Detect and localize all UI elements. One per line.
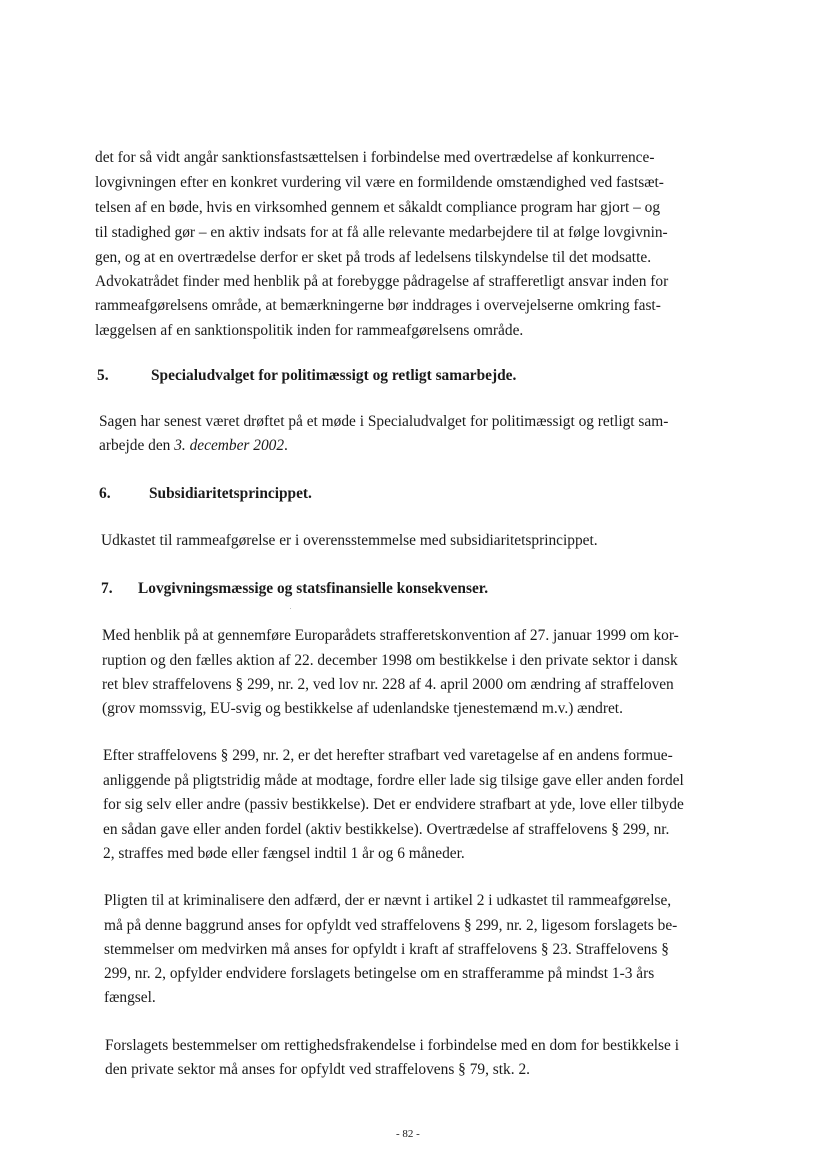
text-line: den private sektor må anses for opfyldt ved straffelovens § 79, stk. 2. [105, 1061, 530, 1078]
text-line: læggelsen af en sanktionspolitik inden for rammeafgørelsens område. [95, 322, 524, 339]
text-line: Med henblik på at gennemføre Europarådets strafferetskonvention af 27. januar 1999 om kor- [102, 627, 679, 644]
text-line: ret blev straffelovens § 299, nr. 2, ved lov nr. 228 af 4. april 2000 om ændring af straffeloven [102, 676, 674, 693]
text-line: anliggende på pligtstridig måde at modtage, fordre eller lade sig tilsige gave eller anden fordel [103, 772, 684, 789]
date-emphasis: 3. december 2002 [174, 437, 285, 454]
text-line: 2, straffes med bøde eller fængsel indtil 1 år og 6 måneder. [103, 845, 465, 862]
text-line: Forslagets bestemmelser om rettighedsfrakendelse i forbindelse med en dom for bestikkelse i [105, 1037, 680, 1054]
text-line: fængsel. [104, 989, 156, 1006]
section-number: 5. [97, 367, 109, 384]
text-line: for sig selv eller andre (passiv bestikkelse). Det er endvidere strafbart at yde, love eller tilbyde [103, 796, 684, 813]
text-line: Efter straffelovens § 299, nr. 2, er det herefter strafbart ved varetagelse af en andens formue- [103, 747, 673, 764]
page-number: - 82 - [396, 1128, 420, 1140]
text-line: (grov momssvig, EU-svig og bestikkelse af udenlandske tjenestemænd m.v.) ændret. [102, 700, 623, 717]
section-number: 6. [99, 485, 111, 502]
text-line: ruption og den fælles aktion af 22. december 1998 om bestikkelse i den private sektor i dansk [102, 652, 678, 669]
text-line: gen, og at en overtrædelse derfor er sket på trods af ledelsens tilskyndelse til det modsatte. [95, 249, 652, 266]
text-line [99, 438, 288, 453]
section-title: Lovgivningsmæssige og statsfinansielle konsekvenser. [138, 580, 489, 597]
text-segment: arbejde den [99, 437, 175, 454]
text-line: telsen af en bøde, hvis en virksomhed gennem et såkaldt compliance program har gjort – og [95, 199, 661, 216]
scan-speck [290, 608, 291, 609]
section-title: Subsidiaritetsprincippet. [149, 485, 312, 502]
text-line: Sagen har senest været drøftet på et møde i Specialudvalget for politimæssigt og retligt sam- [99, 413, 669, 430]
text-line: Pligten til at kriminalisere den adfærd, der er nævnt i artikel 2 i udkastet til rammeafgørelse, [104, 892, 672, 909]
section-title: Specialudvalget for politimæssigt og retligt samarbejde. [151, 367, 517, 384]
text-line: må på denne baggrund anses for opfyldt ved straffelovens § 299, nr. 2, ligesom forslagets be- [104, 917, 678, 934]
text-line: det for så vidt angår sanktionsfastsættelsen i forbindelse med overtrædelse af konkurrence- [95, 149, 655, 166]
text-line: lovgivningen efter en konkret vurdering vil være en formildende omstændighed ved fastsæt- [95, 174, 664, 191]
text-segment: . [284, 437, 288, 454]
section-number: 7. [101, 580, 113, 597]
text-line: stemmelser om medvirken må anses for opfyldt i kraft af straffelovens § 23. Straffelovens § [104, 941, 669, 958]
text-line: Udkastet til rammeafgørelse er i overensstemmelse med subsidiaritetsprincippet. [101, 532, 598, 549]
text-line: Advokatrådet finder med henblik på at forebygge pådragelse af strafferetligt ansvar inden for [95, 273, 669, 290]
text-line: til stadighed gør – en aktiv indsats for at få alle relevante medarbejdere til at følge lovgivnin- [95, 224, 668, 241]
text-line: en sådan gave eller anden fordel (aktiv bestikkelse). Overtrædelse af straffelovens § 299, nr. [103, 821, 670, 838]
text-line: rammeafgørelsens område, at bemærkningerne bør inddrages i overvejelserne omkring fast- [95, 297, 661, 314]
text-line: 299, nr. 2, opfylder endvidere forslagets betingelse om en strafferamme på mindst 1-3 års [104, 965, 655, 982]
